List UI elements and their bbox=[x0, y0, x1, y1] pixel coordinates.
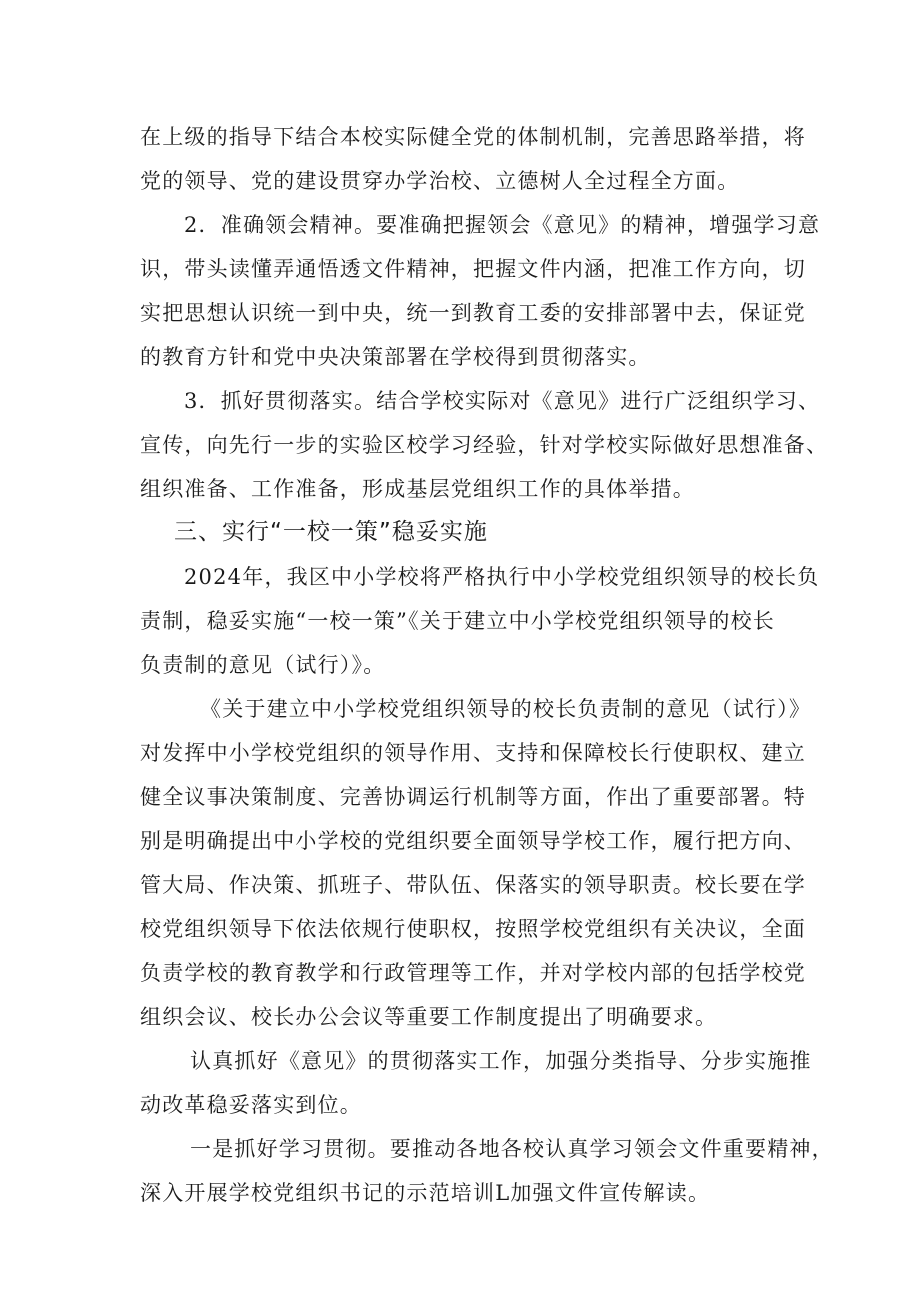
paragraph-line: 党的领导、党的建设贯穿办学治校、立德树人全过程全方面。 bbox=[140, 169, 740, 193]
paragraph-line: 2024年，我区中小学校将严格执行中小学校党组织领导的校长负 bbox=[184, 565, 820, 589]
paragraph-line: 对发挥中小学校党组织的领导作用、支持和保障校长行使职权、建立 bbox=[140, 741, 806, 765]
paragraph-line: 一是抓好学习贯彻。要推动各地各校认真学习领会文件重要精神， bbox=[190, 1137, 834, 1161]
paragraph-line: 在上级的指导下结合本校实际健全党的体制机制，完善思路举措，将 bbox=[140, 125, 806, 149]
paragraph-line: 识，带头读懂弄通悟透文件精神，把握文件内涵，把准工作方向，切 bbox=[140, 257, 806, 281]
section-heading: 三、实行“一校一策”稳妥实施 bbox=[174, 519, 488, 545]
paragraph-line: 认真抓好《意见》的贯彻落实工作，加强分类指导、分步实施推 bbox=[190, 1049, 812, 1073]
paragraph-line: 校党组织领导下依法依规行使职权，按照学校党组织有关决议，全面 bbox=[140, 917, 806, 941]
paragraph-line: 健全议事决策制度、完善协调运行机制等方面，作出了重要部署。特 bbox=[140, 785, 806, 809]
paragraph-line: 组织会议、校长办公会议等重要工作制度提出了明确要求。 bbox=[140, 1005, 718, 1029]
paragraph-line: 负责制的意见（试行）》。 bbox=[140, 653, 386, 677]
paragraph-line: 3．抓好贯彻落实。结合学校实际对《意见》进行广泛组织学习、 bbox=[184, 389, 821, 413]
paragraph-line: 深入开展学校党组织书记的示范培训L加强文件宣传解读。 bbox=[140, 1181, 711, 1205]
paragraph-line: 组织准备、工作准备，形成基层党组织工作的具体举措。 bbox=[140, 477, 695, 501]
paragraph-line: 实把思想认识统一到中央，统一到教育工委的安排部署中去，保证党 bbox=[140, 301, 806, 325]
paragraph-line: 负责学校的教育教学和行政管理等工作，并对学校内部的包括学校党 bbox=[140, 961, 806, 985]
paragraph-line: 管大局、作决策、抓班子、带队伍、保落实的领导职责。校长要在学 bbox=[140, 873, 806, 897]
paragraph-line: 2．准确领会精神。要准确把握领会《意见》的精神，增强学习意 bbox=[184, 213, 821, 237]
paragraph-line: 的教育方针和党中央决策部署在学校得到贯彻落实。 bbox=[140, 345, 651, 369]
paragraph-line: 别是明确提出中小学校的党组织要全面领导学校工作，履行把方向、 bbox=[140, 829, 806, 853]
paragraph-line: 宣传，向先行一步的实验区校学习经验，针对学校实际做好思想准备、 bbox=[140, 433, 829, 457]
paragraph-line: 动改革稳妥落实到位。 bbox=[140, 1093, 362, 1117]
paragraph-line: 责制，稳妥实施“一校一策”《关于建立中小学校党组织领导的校长 bbox=[140, 609, 775, 633]
paragraph-line: 《关于建立中小学校党组织领导的校长负责制的意见（试行）》 bbox=[200, 697, 812, 721]
